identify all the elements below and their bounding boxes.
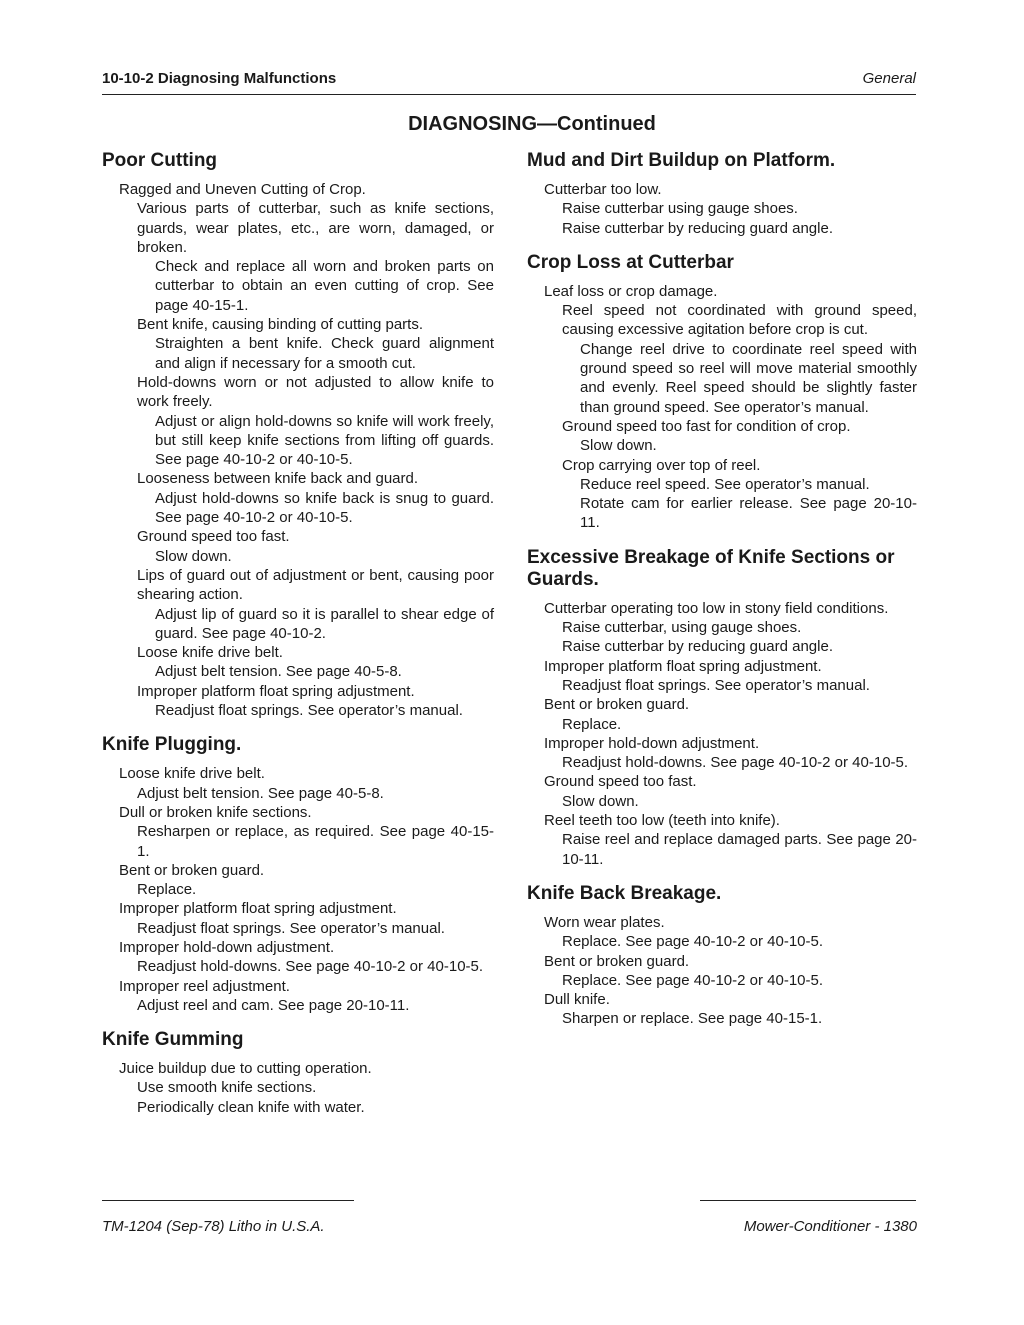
section-title: Crop Loss at Cutterbar — [527, 251, 734, 273]
entry-cause: Lips of guard out of adjustment or bent, causing poor shearing action. — [137, 566, 494, 604]
entry-symptom: Improper reel adjustment. — [119, 977, 290, 995]
troubleshooting-section — [527, 150, 917, 238]
entry-remedy: Adjust lip of guard so it is parallel to shear edge of guard. See page 40-10-2. — [155, 605, 494, 642]
entry-list — [527, 282, 917, 533]
entry-remedy: Slow down. — [580, 437, 657, 455]
page-heading: DIAGNOSING—Continued — [408, 113, 656, 135]
header-section-title: 10-10-2 Diagnosing Malfunctions — [102, 70, 337, 87]
troubleshooting-section — [527, 252, 917, 533]
entry-remedy: Readjust float springs. See operator’s manual. — [155, 702, 463, 720]
entry-remedy: Change reel drive to coordinate reel speed with ground speed so reel will move material smoothly and evenly. Reel speed should be slightly faster than ground speed. See operator’s manual. — [580, 340, 917, 416]
entry-cause: Ground speed too fast. — [137, 528, 290, 546]
entry-cause: Raise cutterbar, using gauge shoes. — [562, 619, 802, 637]
entry-cause: Loose knife drive belt. — [137, 644, 283, 662]
troubleshooting-section — [102, 734, 494, 1015]
entry-symptom: Bent or broken guard. — [119, 861, 265, 879]
entry-remedy: Adjust belt tension. See page 40-5-8. — [155, 663, 402, 681]
entry-remedy: Straighten a bent knife. Check guard alignment and align if necessary for a smooth cut. — [155, 335, 494, 372]
left-column — [102, 150, 494, 1117]
section-title: Knife Gumming — [102, 1029, 244, 1051]
entry-remedy: Rotate cam for earlier release. See page 20-10-11. — [580, 495, 917, 532]
troubleshooting-section — [527, 547, 917, 869]
section-title: Mud and Dirt Buildup on Platform. — [527, 150, 836, 171]
entry-symptom: Improper hold-down adjustment. — [544, 734, 760, 752]
entry-symptom: Improper platform float spring adjustment. — [119, 900, 397, 918]
entry-symptom: Ground speed too fast. — [544, 773, 697, 791]
entry-cause: Replace. See page 40-10-2 or 40-10-5. — [562, 933, 824, 951]
entry-cause: Hold-downs worn or not adjusted to allow knife to work freely. — [137, 373, 494, 411]
entry-symptom: Improper platform float spring adjustment. — [544, 657, 822, 675]
entry-list — [102, 764, 494, 1015]
entry-cause: Raise reel and replace damaged parts. See page 20-10-11. — [562, 831, 917, 868]
entry-cause: Raise cutterbar by reducing guard angle. — [562, 638, 833, 656]
entry-cause: Resharpen or replace, as required. See page 40-15-1. — [137, 823, 494, 860]
entry-list — [527, 599, 917, 869]
section-title: Knife Back Breakage. — [527, 882, 722, 904]
header-category: General — [862, 70, 916, 87]
troubleshooting-section — [102, 150, 494, 720]
footer-publication: TM-1204 (Sep-78) Litho in U.S.A. — [102, 1218, 325, 1235]
entry-cause: Reel speed not coordinated with ground speed, causing excessive agitation before crop is cut. — [562, 302, 917, 339]
entry-cause: Sharpen or replace. See page 40-15-1. — [562, 1010, 823, 1028]
footer-model: Mower-Conditioner - 1380 — [743, 1218, 917, 1235]
footer-rule-right — [700, 1200, 916, 1201]
entry-cause: Replace. — [562, 715, 622, 733]
entry-remedy: Check and replace all worn and broken parts on cutterbar to obtain an even cutting of crop. See page 40-15-1. — [155, 258, 494, 314]
footer-rule-left — [102, 1200, 354, 1201]
entry-symptom: Cutterbar too low. — [544, 181, 662, 198]
entry-list — [102, 1059, 494, 1117]
entry-list — [527, 180, 917, 238]
entry-remedy: Adjust hold-downs so knife back is snug to guard. See page 40-10-2 or 40-10-5. — [155, 489, 494, 527]
entry-symptom: Leaf loss or crop damage. — [544, 282, 718, 300]
entry-cause: Adjust belt tension. See page 40-5-8. — [137, 784, 384, 802]
entry-symptom: Dull or broken knife sections. — [119, 803, 312, 821]
page-header — [102, 70, 916, 95]
entry-symptom: Loose knife drive belt. — [119, 765, 265, 783]
entry-cause: Replace. — [137, 881, 197, 899]
entry-symptom: Reel teeth too low (teeth into knife). — [544, 812, 780, 830]
entry-cause: Adjust reel and cam. See page 20-10-11. — [137, 996, 410, 1014]
entry-cause: Slow down. — [562, 792, 639, 810]
entry-list — [527, 913, 917, 1029]
entry-cause: Various parts of cutterbar, such as knife sections, guards, wear plates, etc., are worn, damaged, or broken. — [137, 200, 494, 256]
entry-list — [102, 180, 494, 720]
section-title: Excessive Breakage of Knife Sections or Guards. — [527, 546, 895, 590]
entry-symptom: Bent or broken guard. — [544, 696, 690, 714]
entry-cause: Periodically clean knife with water. — [137, 1098, 365, 1116]
entry-cause: Raise cutterbar by reducing guard angle. — [562, 219, 833, 237]
entry-cause: Readjust float springs. See operator’s manual. — [562, 676, 870, 694]
entry-cause: Readjust hold-downs. See page 40-10-2 or 40-10-5. — [137, 958, 484, 976]
entry-remedy: Slow down. — [155, 547, 232, 565]
entry-symptom: Dull knife. — [544, 991, 610, 1009]
entry-remedy: Adjust or align hold-downs so knife will work freely, but still keep knife sections from lifting off guards. See page 40-10-2 or 40-10-5. — [155, 412, 494, 469]
entry-cause: Crop carrying over top of reel. — [562, 456, 761, 474]
entry-cause: Looseness between knife back and guard. — [137, 470, 419, 488]
entry-cause: Readjust float springs. See operator’s manual. — [137, 919, 445, 937]
entry-cause: Improper platform float spring adjustment. — [137, 682, 415, 700]
entry-cause: Bent knife, causing binding of cutting parts. — [137, 316, 424, 334]
entry-cause: Readjust hold-downs. See page 40-10-2 or 40-10-5. — [562, 754, 909, 772]
entry-symptom: Cutterbar operating too low in stony field conditions. — [544, 599, 889, 617]
entry-symptom: Juice buildup due to cutting operation. — [119, 1060, 372, 1078]
entry-cause: Replace. See page 40-10-2 or 40-10-5. — [562, 971, 824, 989]
section-title: Knife Plugging. — [102, 734, 242, 756]
entry-symptom: Bent or broken guard. — [544, 952, 690, 970]
entry-symptom: Ragged and Uneven Cutting of Crop. — [119, 181, 366, 198]
troubleshooting-section — [527, 883, 917, 1029]
section-title: Poor Cutting — [102, 150, 218, 171]
entry-cause: Use smooth knife sections. — [137, 1079, 317, 1097]
troubleshooting-section — [102, 1029, 494, 1117]
entry-cause: Ground speed too fast for condition of crop. — [562, 417, 851, 435]
entry-cause: Raise cutterbar using gauge shoes. — [562, 200, 798, 218]
entry-symptom: Improper hold-down adjustment. — [119, 938, 335, 956]
entry-symptom: Worn wear plates. — [544, 913, 665, 931]
entry-remedy: Reduce reel speed. See operator’s manual. — [580, 475, 870, 493]
right-column — [527, 150, 917, 1029]
